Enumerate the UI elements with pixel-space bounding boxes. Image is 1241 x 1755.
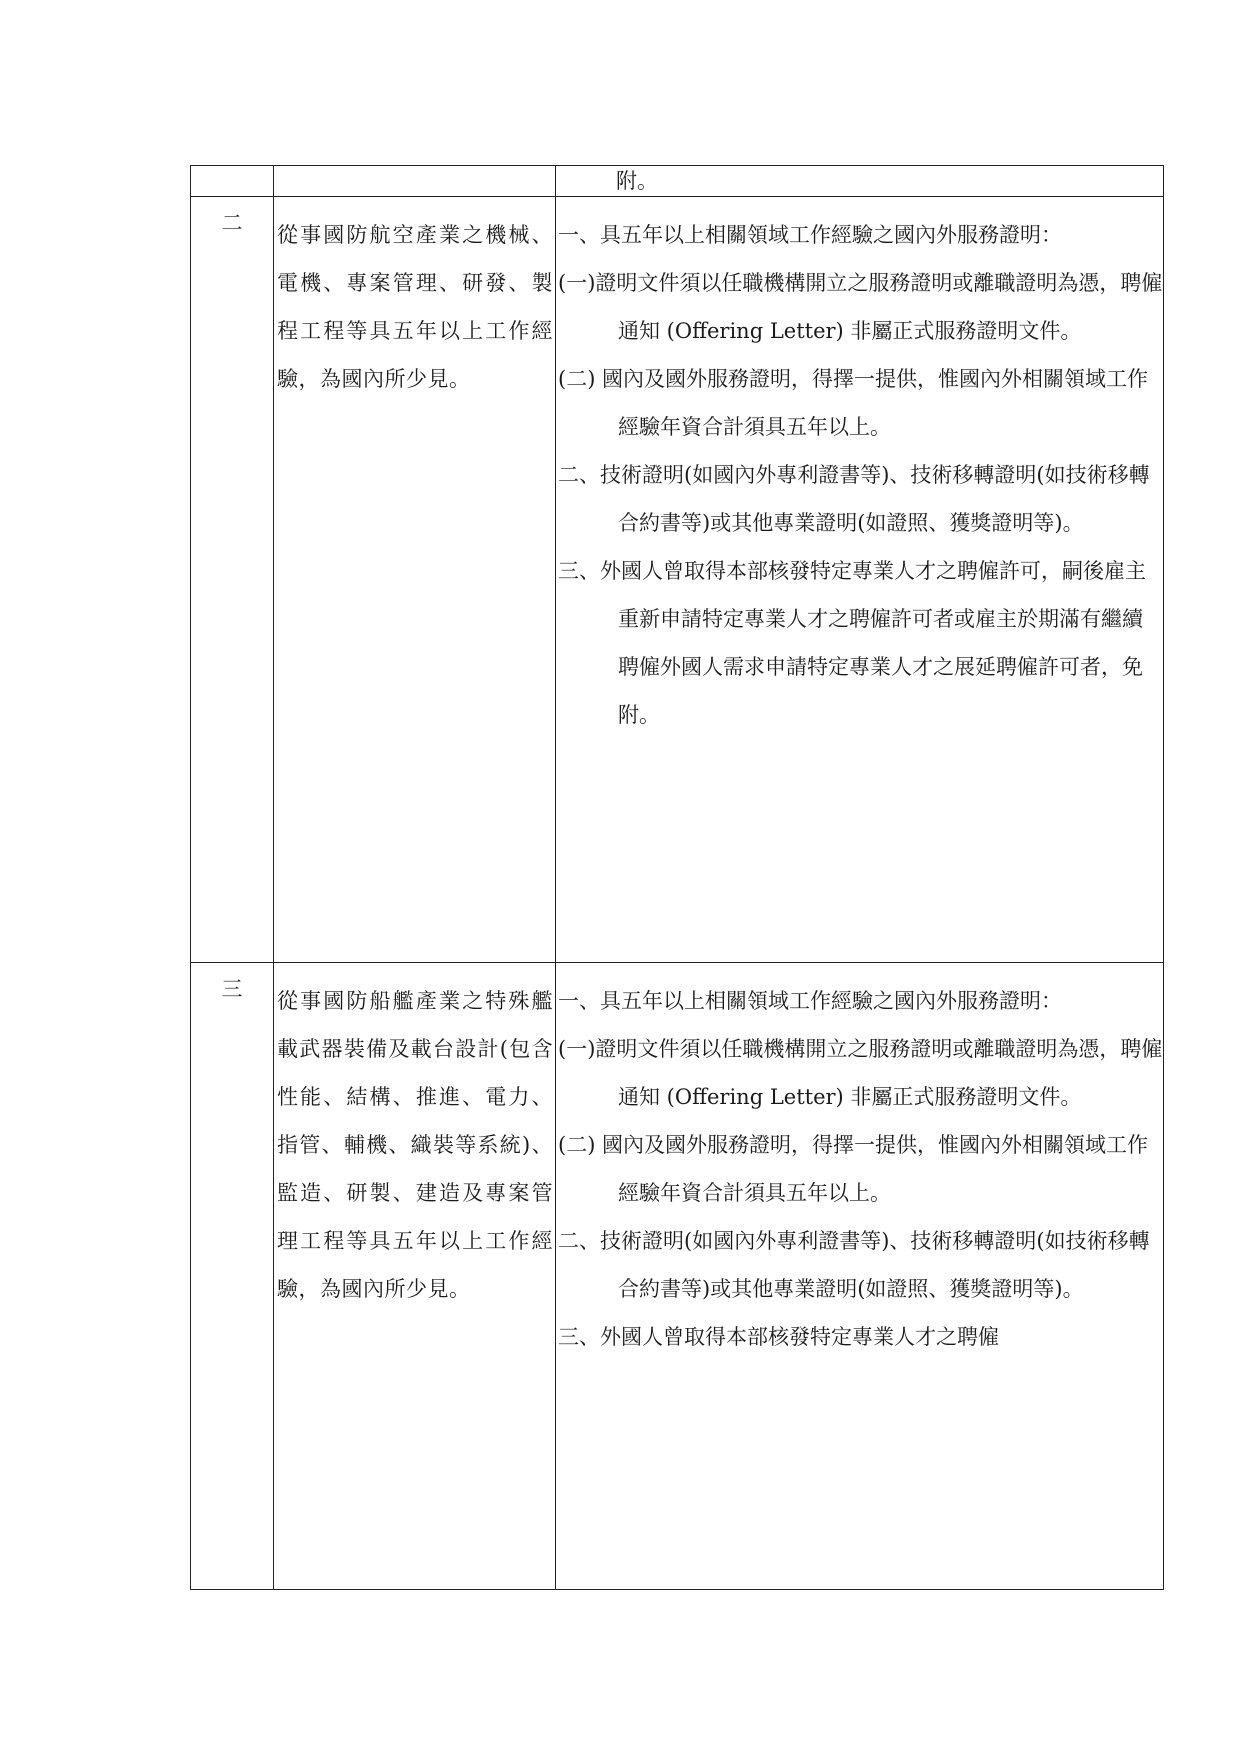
requirement-item: 三、外國人曾取得本部核發特定專業人才之聘僱許可，嗣後雇主重新申請特定專業人才之聘僱許可者或雇主於期滿有繼續聘僱外國人需求申請特定專業人才之展延聘僱許可者，免附。 (558, 559, 1146, 727)
description-text: 從事國防船艦產業之特殊艦載武器裝備及載台設計(包含性能、結構、推進、電力、指管、輔機、織裝等系統)、監造、研製、建造及專案管理工程等具五年以上工作經驗，為國內所少見。 (277, 989, 553, 1301)
requirement-subitem: (二) 國內及國外服務證明，得擇一提供，惟國內外相關領域工作經驗年資合計須具五年以上。 (558, 367, 1149, 439)
requirements-list (556, 963, 1163, 1361)
requirement-item: 三、外國人曾取得本部核發特定專業人才之聘僱 (558, 1325, 999, 1349)
cell-empty (274, 166, 556, 197)
description-cell (274, 197, 556, 963)
carryover-text: 附。 (556, 166, 1164, 197)
table-row-carryover (191, 166, 1164, 197)
requirements-cell (556, 197, 1164, 963)
requirement-subitem: (一)證明文件須以任職機構開立之服務證明或離職證明為憑，聘僱通知 (Offering Letter) 非屬正式服務證明文件。 (558, 271, 1163, 343)
requirement-subitem: (一)證明文件須以任職機構開立之服務證明或離職證明為憑，聘僱通知 (Offering Letter) 非屬正式服務證明文件。 (558, 1037, 1163, 1109)
table-row (191, 197, 1164, 963)
row-number: 三 (221, 977, 243, 1001)
requirement-item: 一、具五年以上相關領域工作經驗之國內外服務證明： (558, 223, 1062, 247)
requirements-list (556, 197, 1163, 739)
requirements-cell (556, 963, 1164, 1590)
requirement-item: 二、技術證明(如國內外專利證書等)、技術移轉證明(如技術移轉合約書等)或其他專業證明(如證照、獲獎證明等)。 (558, 1229, 1150, 1301)
row-number: 二 (221, 211, 243, 235)
table-row (191, 963, 1164, 1590)
requirement-subitem: (二) 國內及國外服務證明，得擇一提供，惟國內外相關領域工作經驗年資合計須具五年以上。 (558, 1133, 1149, 1205)
description-cell (274, 963, 556, 1590)
cell-empty (191, 166, 274, 197)
requirement-item: 二、技術證明(如國內外專利證書等)、技術移轉證明(如技術移轉合約書等)或其他專業證明(如證照、獲獎證明等)。 (558, 463, 1150, 535)
description-text: 從事國防航空產業之機械、電機、專案管理、研發、製程工程等具五年以上工作經驗，為國內所少見。 (277, 223, 553, 391)
qualification-table (190, 165, 1164, 1590)
row-number-cell (191, 197, 274, 963)
requirement-item: 一、具五年以上相關領域工作經驗之國內外服務證明： (558, 989, 1062, 1013)
row-number-cell (191, 963, 274, 1590)
